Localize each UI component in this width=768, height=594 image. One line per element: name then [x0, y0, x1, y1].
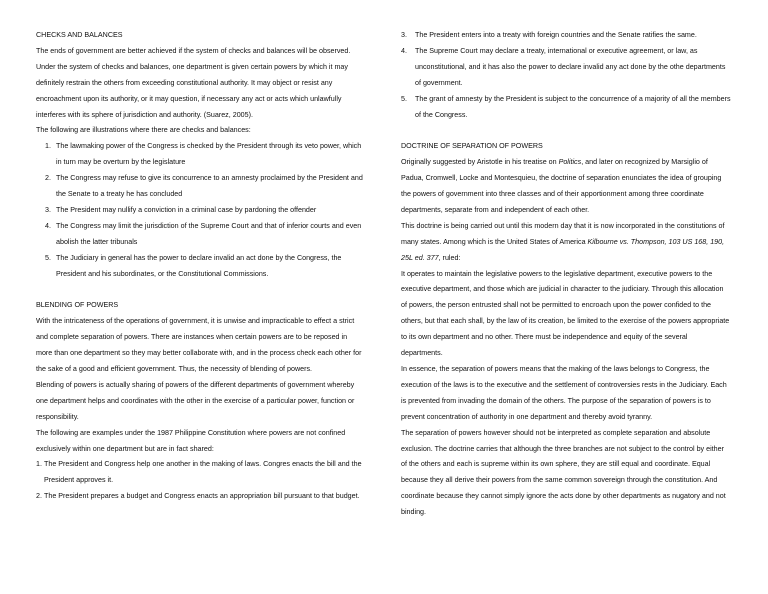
- list-text: The President and Congress help one another in the making of laws. Congres enacts the bill and the President approves it.: [44, 460, 362, 485]
- list-number: 1.: [45, 142, 51, 151]
- blending-of-powers-heading: BLENDING OF POWERS: [36, 301, 119, 310]
- sp-para2-italic: Kilbourne vs. Thompson, 103 US 168, 190, 25L ed. 377: [401, 237, 725, 262]
- right-column: [401, 28, 731, 521]
- list-number: 4.: [401, 46, 407, 55]
- bp-paragraph-3: The following are examples under the 1987 Philippine Constitution where powers are not confined exclusively within one department but are in fact shared:: [36, 428, 346, 453]
- list-number: 3.: [45, 205, 51, 214]
- list-item: [36, 457, 364, 489]
- sp-paragraph-4: In essence, the separation of powers means that the making of the laws belongs to Congress, the execution of the laws is to the executive and the settlement of controversies rests in the Judiciary. Each is prevented from invading the domain of the others. The purpose of the separation of powers is to prevent concentration of authority in one department and thereby avoid tyranny.: [401, 365, 727, 421]
- list-item: [401, 28, 731, 44]
- list-number: 3.: [401, 31, 407, 39]
- sp-paragraph-1: [401, 155, 731, 219]
- left-column: [36, 28, 364, 505]
- cb-paragraph-2: Under the system of checks and balances, one department is given certain powers by which it may definitely restrain the others from exceeding constitutional authority. It may object or resist any encroachment upon its authority, or it may question, if necessary any act or acts which unlawfully interferes with its sphere of jurisdiction and authority. (Suarez, 2005).: [36, 62, 348, 119]
- list-text: The President prepares a budget and Congress enacts an appropriation bill pursuant to that budget.: [44, 492, 360, 501]
- checks-and-balances-heading: CHECKS AND BALANCES: [36, 31, 123, 39]
- list-item: [36, 251, 364, 283]
- bp-paragraph-2: Blending of powers is actually sharing of powers of the different departments of government whereby one department helps and coordinates with the other in the exercise of a particular power, function or responsibility.: [36, 380, 355, 421]
- cb-paragraph-1: The ends of government are better achieved if the system of checks and balances will be observed.: [36, 46, 351, 55]
- list-item: [36, 203, 364, 219]
- sp-paragraph-5: The separation of powers however should not be interpreted as complete separation and absolute exclusion. The doctrine carries that although the three branches are not subject to the control by either of the others and each is supreme within its own sphere, they are still equal and coordinate. Equal because they all derive their powers from the same common sovereign through the constitution. And coordinate because they cannot simply ignore the acts done by other departments as nugatory and not binding.: [401, 428, 726, 517]
- sp-para1-text-a: Originally suggested by Aristotle in his treatise on: [401, 158, 559, 167]
- list-number: 2.: [45, 174, 51, 183]
- list-item: [36, 219, 364, 251]
- list-item: [401, 92, 731, 124]
- list-number: 4.: [45, 221, 51, 230]
- list-text: The Congress may refuse to give its concurrence to an amnesty proclaimed by the President and the Senate to a treaty he has concluded: [56, 174, 363, 199]
- bp-list: [36, 457, 364, 505]
- list-number: 1.: [36, 460, 42, 469]
- bp-paragraph-1: With the intricateness of the operations of government, it is unwise and impracticable to effect a strict and complete separation of powers. There are instances when certain powers are to be reposed in more than one department so they may better collaborate with, and in the process check each other for the sake of a good and efficient government. Thus, the necessity of blending of powers.: [36, 317, 362, 374]
- list-number: 5.: [45, 253, 51, 262]
- bp-list-continued: [401, 28, 731, 123]
- list-item: [36, 139, 364, 171]
- list-item: [401, 44, 731, 92]
- sp-para1-text-b: , and later on recognized by Marsiglio of Padua, Cromwell, Locke and Montesquieu, the doctrine of separation enunciates the idea of grouping the powers of government into three classes and of their apportionment among three coordinate departments, separate from and independent of each other.: [401, 158, 722, 214]
- list-number: 2.: [36, 492, 42, 501]
- cb-paragraph-3: The following are illustrations where there are checks and balances:: [36, 126, 251, 135]
- list-text: The Supreme Court may declare a treaty, international or executive agreement, or law, as unconstitutional, and it has also the power to declare invalid any act done by the othe departments of government.: [415, 46, 726, 87]
- list-text: The President enters into a treaty with foreign countries and the Senate ratifies the same.: [415, 31, 697, 39]
- list-text: The Congress may limit the jurisdiction of the Supreme Court and that of inferior courts and even abolish the latter tribunals: [56, 221, 362, 246]
- sp-paragraph-2: [401, 219, 731, 267]
- list-text: The President may nullify a conviction in a criminal case by pardoning the offender: [56, 205, 317, 214]
- cb-list: [36, 139, 364, 282]
- list-text: The grant of amnesty by the President is subject to the concurrence of a majority of all the members of the Congress.: [415, 94, 731, 119]
- sp-para2-text-a: This doctrine is being carried out until this modern day that it is now incorporated in the constitutions of many states. Among which is the United States of America: [401, 221, 725, 246]
- list-item: [36, 171, 364, 203]
- sp-para1-italic: Politics: [558, 158, 582, 167]
- list-item: [36, 489, 364, 505]
- list-text: The Judiciary in general has the power to declare invalid an act done by the Congress, the President and his subordinates, or the Constitutional Commissions.: [56, 253, 342, 278]
- sp-para2-text-b: , ruled:: [438, 253, 461, 262]
- sp-paragraph-3: It operates to maintain the legislative powers to the legislative department, executive powers to the executive department, and those which are judicial in character to the judiciary. Through this allocation of powers, the person entrusted shall not be permitted to encroach upon the power confided to the others, but that each shall, by the law of its creation, be limited to the exercise of the powers appropriate to its own department and no other. There must be independence and equity of the several departments.: [401, 269, 730, 358]
- list-text: The lawmaking power of the Congress is checked by the President through its veto power, which in turn may be overturn by the legislature: [56, 142, 362, 167]
- separation-of-powers-heading: DOCTRINE OF SEPARATION OF POWERS: [401, 142, 543, 151]
- list-number: 5.: [401, 94, 407, 103]
